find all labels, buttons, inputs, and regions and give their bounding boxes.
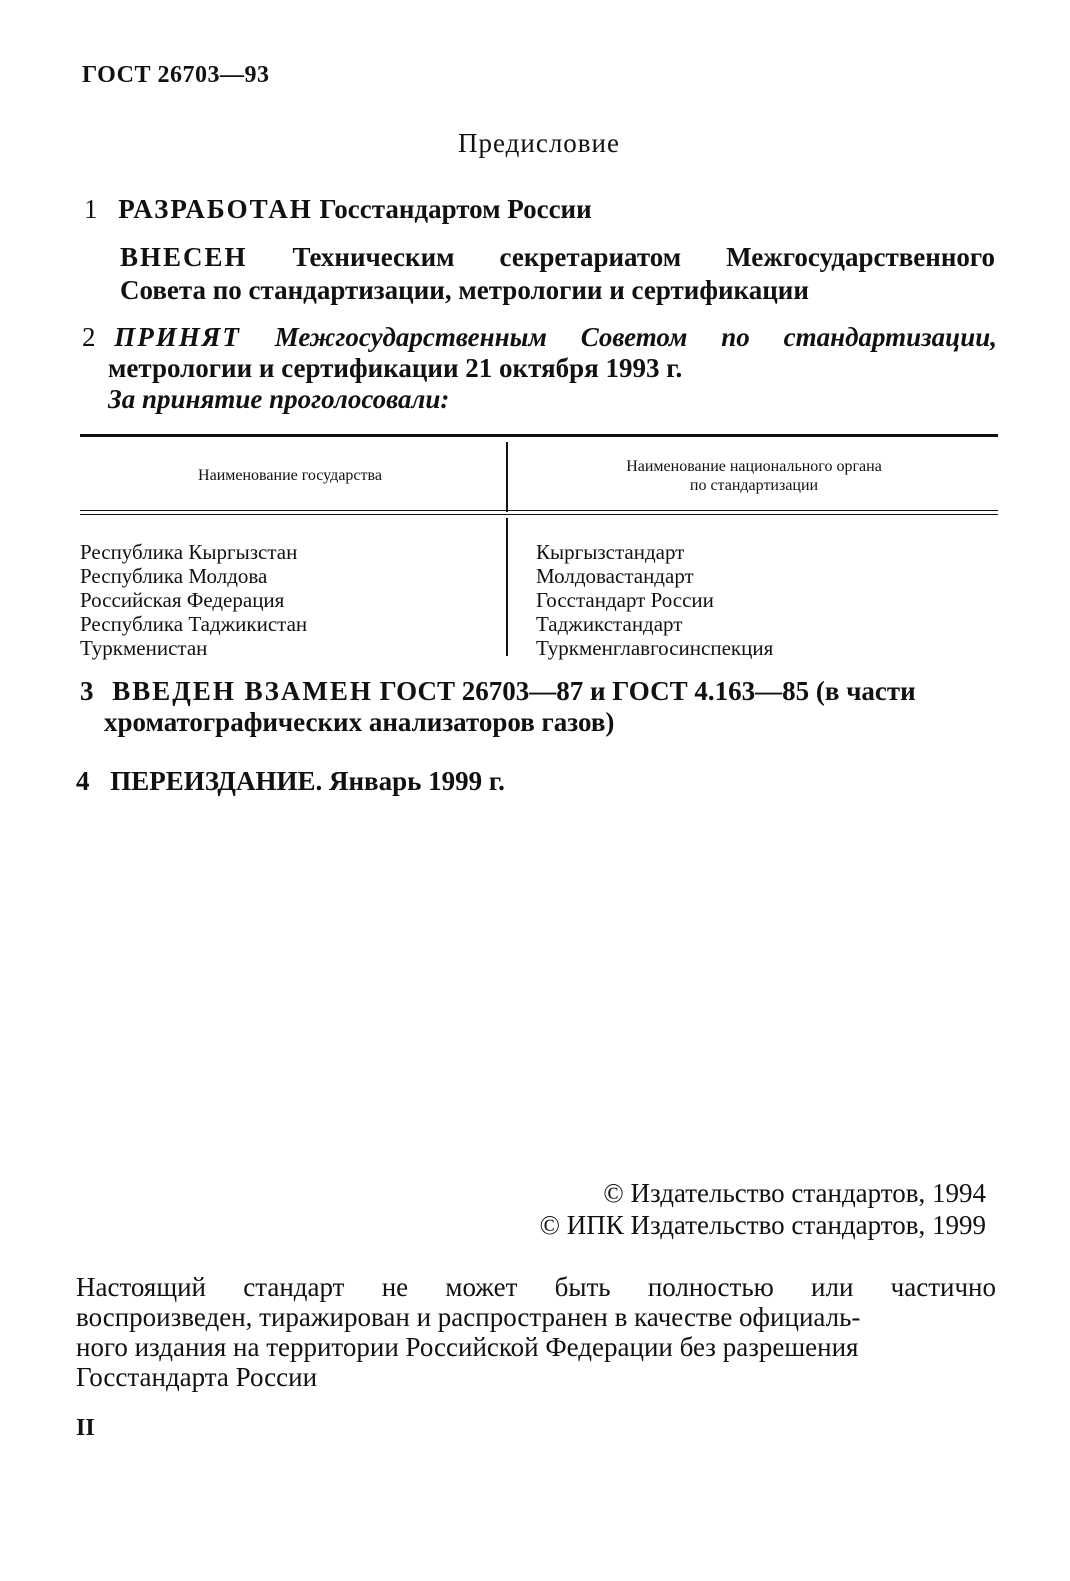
item-line: метрологии и сертификации 21 октября 1993 г. (108, 353, 683, 383)
page-number: II (76, 1415, 95, 1441)
item-word: Техническим (292, 242, 455, 272)
item-text: Госстандартом России (319, 194, 592, 224)
notice-line: ного издания на территории Российской Федерации без разрешения (76, 1332, 859, 1362)
table-cell: Республика Кыргызстан (80, 540, 298, 564)
notice-word: стандарт (243, 1272, 345, 1302)
item-word: Межгосударственного (726, 242, 995, 272)
item-word: по (721, 322, 750, 352)
table-header-rule-1 (80, 510, 998, 511)
item-1 (84, 194, 592, 225)
table-cell: Молдовастандарт (536, 564, 694, 588)
table-cell: Кыргызстандарт (536, 540, 685, 564)
item-heading: ВНЕСЕН (120, 242, 248, 272)
item-heading: ВВЕДЕН ВЗАМЕН (112, 676, 373, 706)
copyright-1999: © ИПК Издательство стандартов, 1999 (539, 1210, 986, 1240)
table-cell: Туркменглавгосинспекция (536, 636, 774, 660)
item-number: 1 (84, 194, 98, 224)
table-top-rule (80, 434, 998, 437)
table-column-state (80, 540, 307, 660)
notice-word: или (811, 1272, 854, 1302)
notice-word: может (445, 1272, 518, 1302)
table-cell: Республика Молдова (80, 564, 268, 588)
notice-word: полностью (647, 1272, 774, 1302)
item-heading: ПЕРЕИЗДАНИЕ. (110, 766, 323, 796)
item-number: 2 (82, 322, 96, 352)
table-body-divider (506, 518, 508, 656)
item-2 (82, 322, 997, 415)
item-word: секретариатом (499, 242, 682, 272)
item-heading: ПРИНЯТ (114, 322, 241, 352)
table-header-divider (506, 442, 508, 512)
item-word: стандартизации, (783, 322, 997, 352)
item-number: 3 (80, 676, 94, 706)
notice-word: Настоящий (76, 1272, 207, 1302)
table-header-organ-line1: Наименование национального органа (626, 458, 882, 475)
notice-word: быть (554, 1272, 611, 1302)
notice-line: Госстандарта России (76, 1362, 318, 1392)
table-cell: Таджикстандарт (536, 612, 683, 636)
document-code: ГОСТ 26703—93 (82, 62, 270, 88)
table-cell: Республика Таджикистан (80, 612, 308, 636)
item-text: ГОСТ 26703—87 и ГОСТ 4.163—85 (в части (379, 676, 916, 706)
item-word: Советом (580, 322, 688, 352)
item-text: Январь 1999 г. (328, 766, 505, 796)
copyright-1994: © Издательство стандартов, 1994 (603, 1178, 986, 1208)
notice-word: не (381, 1272, 409, 1302)
table-header-state: Наименование государства (198, 467, 382, 484)
notice-line: воспроизведен, тиражирован и распространен в качестве официаль- (76, 1302, 861, 1332)
item-line: За принятие проголосовали: (108, 384, 450, 414)
item-line: Совета по стандартизации, метрологии и сертификации (120, 275, 809, 305)
item-word: Межгосударственным (274, 322, 547, 352)
item-3 (80, 676, 992, 738)
table-cell: Российская Федерация (80, 588, 285, 612)
table-cell: Туркменистан (80, 636, 208, 660)
table-header-rule-2 (80, 514, 998, 515)
table-header-organ (510, 457, 998, 495)
page-title: Предисловие (458, 128, 620, 158)
item-4 (76, 766, 505, 797)
item-heading: РАЗРАБОТАН (118, 194, 313, 224)
item-line: хроматографических анализаторов газов) (104, 707, 615, 737)
table-header-organ-line2: по стандартизации (689, 477, 819, 494)
item-number: 4 (76, 766, 90, 796)
table-cell: Госстандарт России (536, 588, 714, 612)
item-vnesen (120, 242, 995, 306)
table-column-organ (536, 540, 773, 660)
notice-word: частично (890, 1272, 996, 1302)
reproduction-notice (76, 1272, 996, 1392)
